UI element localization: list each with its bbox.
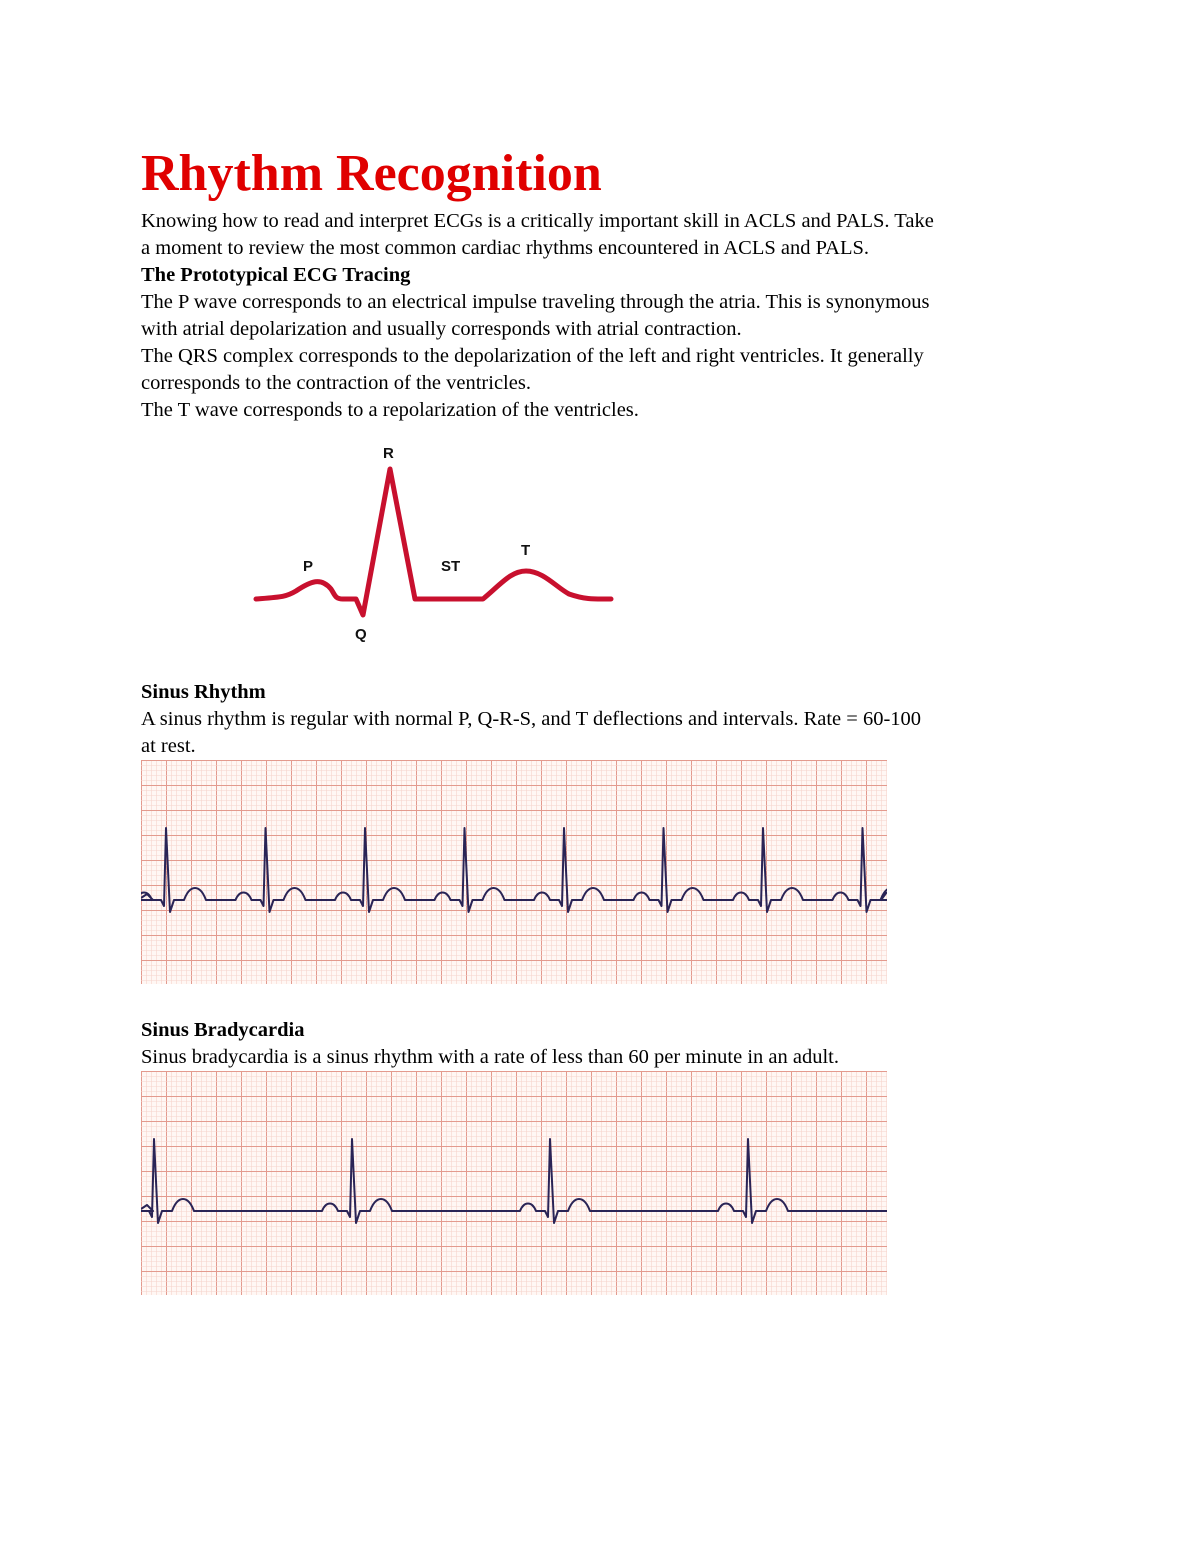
ecg-label-q: Q [355, 626, 367, 643]
ecg-label-p: P [303, 558, 314, 575]
sinus-rhythm-text-1: A sinus rhythm is regular with normal P, Q-R-S, and T deflections and intervals. Rate = 60-100 [141, 708, 922, 730]
sinus-rhythm-text-2: at rest. [141, 735, 196, 757]
ecg-label-t: T [521, 542, 531, 559]
section-heading-sinus-rhythm: Sinus Rhythm [141, 681, 266, 703]
sinus-bradycardia-ecg [141, 1071, 887, 1295]
p-wave-text-2: with atrial depolarization and usually corresponds with atrial contraction. [141, 318, 742, 340]
document-title: Rhythm Recognition [141, 145, 602, 202]
ecg-label-st: ST [441, 558, 461, 575]
t-wave-text: The T wave corresponds to a repolarization of the ventricles. [141, 399, 639, 421]
section-heading-sinus-bradycardia: Sinus Bradycardia [141, 1019, 305, 1041]
document-page [141, 140, 1061, 1295]
sinus-rhythm-strip [141, 760, 887, 984]
sinus-rhythm-ecg [141, 760, 887, 984]
ecg-diagram-svg [251, 439, 631, 649]
intro-line-2: a moment to review the most common cardiac rhythms encountered in ACLS and PALS. [141, 237, 870, 259]
section-heading-prototypical: The Prototypical ECG Tracing [141, 264, 411, 286]
sinus-bradycardia-text: Sinus bradycardia is a sinus rhythm with a rate of less than 60 per minute in an adult. [141, 1046, 839, 1068]
qrs-text-1: The QRS complex corresponds to the depolarization of the left and right ventricles. It generally [141, 345, 924, 367]
p-wave-text-1: The P wave corresponds to an electrical impulse traveling through the atria. This is synonymous [141, 291, 930, 313]
qrs-text-2: corresponds to the contraction of the ventricles. [141, 372, 531, 394]
ecg-label-r: R [383, 445, 394, 462]
intro-line-1: Knowing how to read and interpret ECGs is a critically important skill in ACLS and PALS. Take [141, 210, 934, 232]
ecg-diagram [141, 424, 1061, 679]
ecg-grid [141, 1071, 887, 1295]
ecg-grid [141, 760, 887, 984]
sinus-bradycardia-strip [141, 1071, 887, 1295]
ecg-diagram-trace [256, 469, 611, 615]
